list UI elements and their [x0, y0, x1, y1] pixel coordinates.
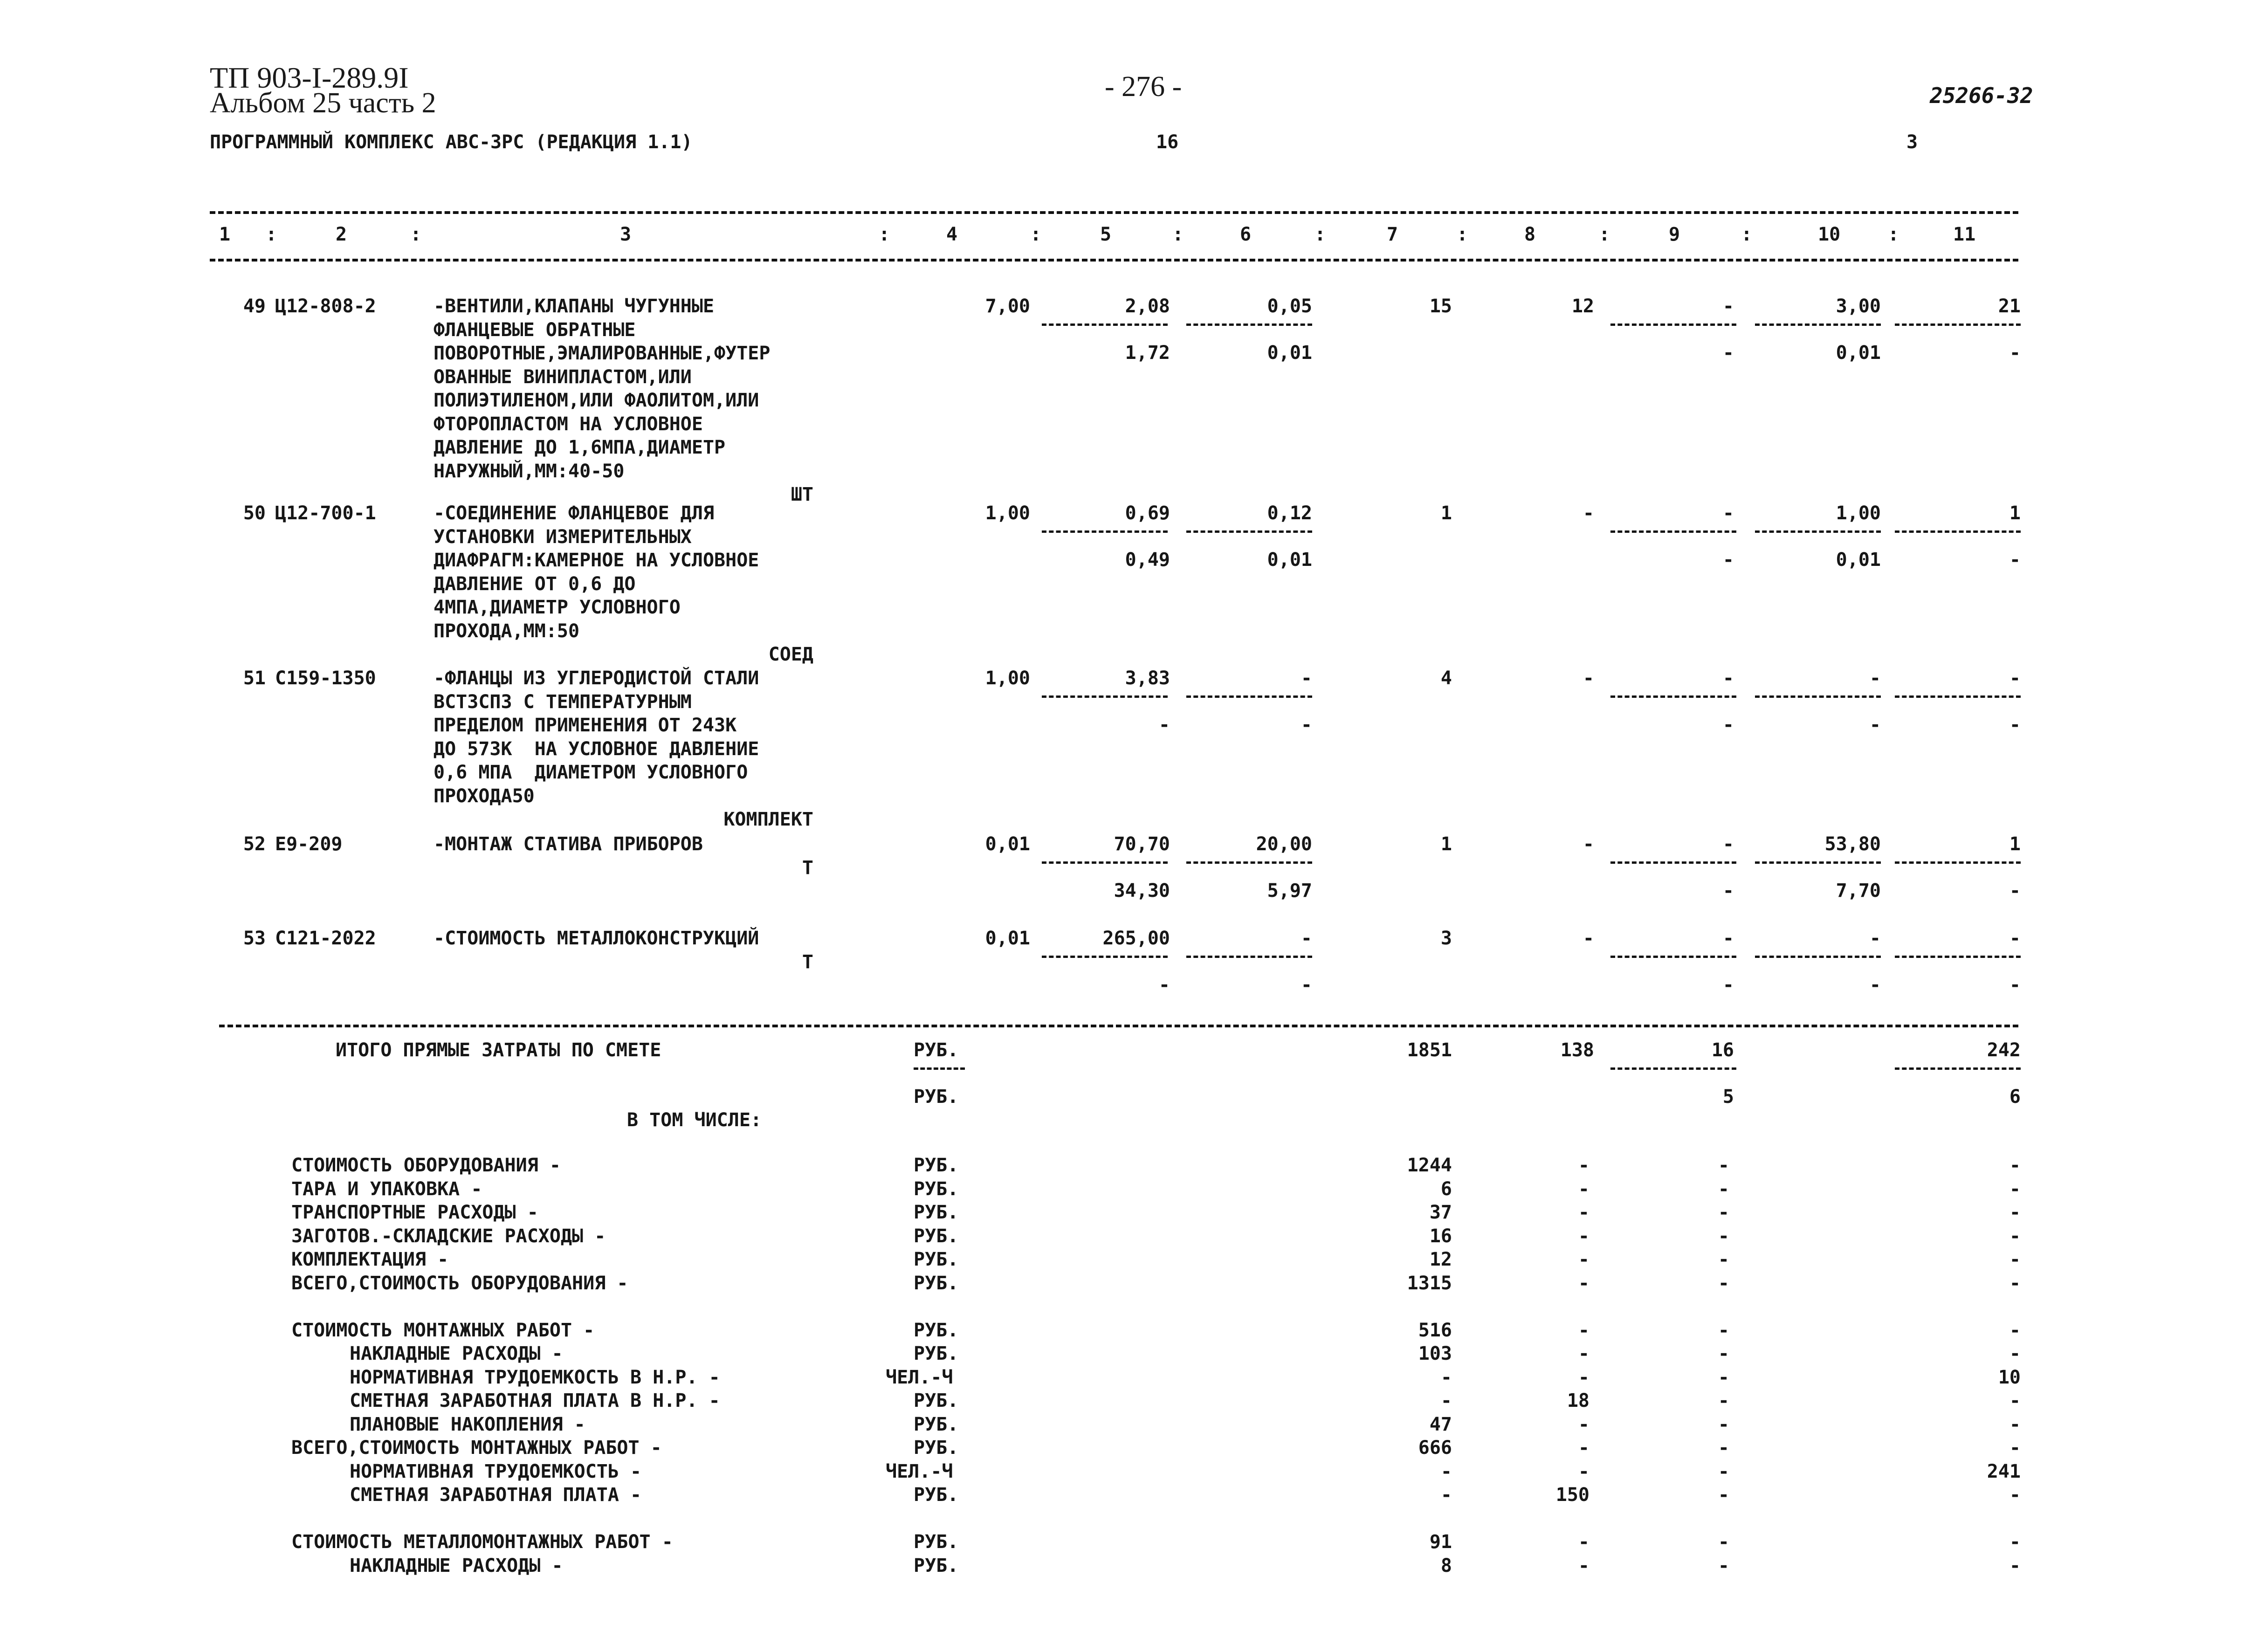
including-label: В ТОМ ЧИСЛЕ: [627, 1109, 762, 1131]
summary-col9: - [1718, 1249, 1729, 1270]
row-col11-second: - [2009, 714, 2021, 736]
summary-col11: - [2009, 1319, 2021, 1341]
totals-col7: 1851 [1407, 1039, 1452, 1061]
summary-col11: - [2009, 1531, 2021, 1553]
summary-col8: - [1578, 1437, 1590, 1459]
totals-rule [219, 1025, 2018, 1027]
row-col6: 20,00 [1256, 833, 1312, 855]
summary-col7: - [1440, 1390, 1452, 1411]
summary-label: НОРМАТИВНАЯ ТРУДОЕМКОСТЬ В Н.Р. - [350, 1366, 720, 1388]
column-header-7: 7 [1387, 224, 1398, 245]
summary-col8: - [1578, 1555, 1590, 1576]
row-col6: 0,12 [1267, 502, 1312, 524]
summary-col11: - [2009, 1413, 2021, 1435]
summary-col7: 47 [1429, 1413, 1452, 1435]
row-col5: 265,00 [1102, 928, 1170, 949]
value-divider [1755, 324, 1881, 326]
row-col8: 12 [1571, 296, 1594, 317]
document-code: ТП 903-I-289.9I [210, 61, 409, 94]
summary-col9: - [1718, 1319, 1729, 1341]
row-code: Ц12-700-1 [275, 502, 376, 524]
sheet-number-b: 3 [1906, 131, 1918, 153]
row-col8: - [1583, 833, 1594, 855]
summary-col8: - [1578, 1531, 1590, 1553]
value-divider [1186, 956, 1312, 958]
column-header-1: 1 [219, 224, 231, 245]
summary-unit: РУБ. [914, 1319, 959, 1341]
row-quantity: 1,00 [985, 502, 1030, 524]
summary-col9: - [1718, 1413, 1729, 1435]
summary-col9: - [1718, 1155, 1729, 1176]
summary-label: ТАРА И УПАКОВКА - [291, 1178, 482, 1200]
value-divider [1610, 861, 1736, 864]
summary-unit: ЧЕЛ.-Ч [886, 1460, 953, 1482]
summary-label: ВСЕГО,СТОИМОСТЬ ОБОРУДОВАНИЯ - [291, 1272, 628, 1294]
summary-col9: - [1718, 1437, 1729, 1459]
summary-col8: - [1578, 1202, 1590, 1223]
summary-col11: - [2009, 1249, 2021, 1270]
summary-unit: РУБ. [914, 1437, 959, 1459]
summary-col7: 103 [1418, 1343, 1452, 1364]
row-quantity: 7,00 [985, 296, 1030, 317]
value-divider [1755, 695, 1881, 698]
value-divider [1610, 530, 1736, 533]
totals-col9: 16 [1711, 1039, 1734, 1061]
value-divider [1186, 530, 1312, 533]
row-quantity: 1,00 [985, 668, 1030, 689]
row-col7: 1 [1440, 833, 1452, 855]
column-separator: : [1314, 224, 1326, 245]
summary-col8: - [1578, 1272, 1590, 1294]
row-col11-second: - [2009, 880, 2021, 902]
summary-col8: - [1578, 1249, 1590, 1270]
value-divider [1895, 956, 2021, 958]
summary-label: ТРАНСПОРТНЫЕ РАСХОДЫ - [291, 1202, 538, 1223]
row-number: 50 [243, 502, 266, 524]
row-col5-second: - [1158, 714, 1170, 736]
row-col8: - [1583, 668, 1594, 689]
summary-col7: - [1440, 1484, 1452, 1506]
row-col7: 1 [1440, 502, 1452, 524]
summary-col11: - [2009, 1390, 2021, 1411]
row-col8: - [1583, 928, 1594, 949]
row-code: Е9-209 [275, 833, 343, 855]
column-header-8: 8 [1524, 224, 1536, 245]
row-code: С159-1350 [275, 668, 376, 689]
row-col5: 70,70 [1114, 833, 1170, 855]
summary-col7: - [1440, 1460, 1452, 1482]
row-col10-second: 0,01 [1836, 342, 1881, 364]
row-col11-second: - [2009, 549, 2021, 571]
row-col6-second: 0,01 [1267, 342, 1312, 364]
summary-col7: 516 [1418, 1319, 1452, 1341]
row-col5: 3,83 [1125, 668, 1170, 689]
summary-label: СТОИМОСТЬ МЕТАЛЛОМОНТАЖНЫХ РАБОТ - [291, 1531, 673, 1553]
summary-col7: 37 [1429, 1202, 1452, 1223]
value-divider [1610, 1067, 1736, 1070]
summary-col11: - [2009, 1272, 2021, 1294]
summary-col8: - [1578, 1413, 1590, 1435]
column-separator: : [1457, 224, 1468, 245]
summary-col9: - [1718, 1343, 1729, 1364]
summary-unit: РУБ. [914, 1555, 959, 1576]
row-col6-second: 5,97 [1267, 880, 1312, 902]
summary-col9: - [1718, 1484, 1729, 1506]
summary-unit: ЧЕЛ.-Ч [886, 1366, 953, 1388]
summary-col8: - [1578, 1366, 1590, 1388]
summary-col7: 1315 [1407, 1272, 1452, 1294]
column-separator: : [266, 224, 277, 245]
column-header-3: 3 [620, 224, 632, 245]
row-col5: 0,69 [1125, 502, 1170, 524]
value-divider [1186, 695, 1312, 698]
summary-col8: - [1578, 1319, 1590, 1341]
summary-unit: РУБ. [914, 1155, 959, 1176]
row-col6: 0,05 [1267, 296, 1312, 317]
row-col9: - [1722, 502, 1734, 524]
value-divider [1895, 861, 2021, 864]
row-number: 49 [243, 296, 266, 317]
value-divider [1755, 530, 1881, 533]
summary-col8: 18 [1567, 1390, 1590, 1411]
row-col9-second: - [1722, 880, 1734, 902]
row-col10-second: - [1869, 974, 1881, 996]
summary-col9: - [1718, 1390, 1729, 1411]
summary-unit: РУБ. [914, 1202, 959, 1223]
row-col11: 1 [2009, 502, 2021, 524]
totals-unit: РУБ. [914, 1039, 959, 1061]
row-col10-second: 7,70 [1836, 880, 1881, 902]
row-col10: 1,00 [1836, 502, 1881, 524]
header-bottom-rule [210, 259, 2018, 262]
row-unit: СОЕД [768, 644, 813, 665]
summary-col11: - [2009, 1484, 2021, 1506]
summary-unit: РУБ. [914, 1413, 959, 1435]
column-header-6: 6 [1240, 224, 1252, 245]
summary-col9: - [1718, 1178, 1729, 1200]
sheet-number-a: 16 [1156, 131, 1179, 153]
value-divider [1042, 324, 1168, 326]
summary-unit: РУБ. [914, 1343, 959, 1364]
row-col5: 2,08 [1125, 296, 1170, 317]
summary-label: ЗАГОТОВ.-СКЛАДСКИЕ РАСХОДЫ - [291, 1225, 606, 1247]
row-col11: - [2009, 668, 2021, 689]
row-number: 51 [243, 668, 266, 689]
column-separator: : [1599, 224, 1610, 245]
row-code: Ц12-808-2 [275, 296, 376, 317]
program-title: ПРОГРАММНЫЙ КОМПЛЕКС АВС-3РС (РЕДАКЦИЯ 1.1) [210, 131, 693, 153]
value-divider [1186, 324, 1312, 326]
column-header-5: 5 [1100, 224, 1112, 245]
row-col6-second: - [1301, 974, 1312, 996]
column-separator: : [1172, 224, 1184, 245]
summary-col9: - [1718, 1202, 1729, 1223]
summary-col7: 1244 [1407, 1155, 1452, 1176]
row-quantity: 0,01 [985, 928, 1030, 949]
row-col7: 15 [1429, 296, 1452, 317]
summary-col7: 8 [1440, 1555, 1452, 1576]
summary-col8: 150 [1555, 1484, 1590, 1506]
column-header-4: 4 [946, 224, 958, 245]
value-divider [1895, 324, 2021, 326]
column-header-10: 10 [1818, 224, 1841, 245]
row-quantity: 0,01 [985, 833, 1030, 855]
row-description: -ФЛАНЦЫ ИЗ УГЛЕРОДИСТОЙ СТАЛИ ВСТ3СП3 С ТЕМПЕРАТУРНЫМ ПРЕДЕЛОМ ПРИМЕНЕНИЯ ОТ 243К ДО 573К НА УСЛОВНОЕ ДАВЛЕНИЕ 0,6 МПА ДИАМЕТРОМ УСЛОВНОГО ПРОХОДА50 [434, 668, 759, 807]
row-col10: 53,80 [1824, 833, 1881, 855]
row-col9: - [1722, 668, 1734, 689]
value-divider [1895, 530, 2021, 533]
album-label: Альбом 25 часть 2 [210, 87, 436, 119]
header-top-rule [210, 211, 2018, 214]
summary-col8: - [1578, 1343, 1590, 1364]
row-col10: - [1869, 668, 1881, 689]
summary-label: СМЕТНАЯ ЗАРАБОТНАЯ ПЛАТА - [350, 1484, 642, 1506]
summary-col7: - [1440, 1366, 1452, 1388]
value-divider [1755, 861, 1881, 864]
row-col11-second: - [2009, 974, 2021, 996]
totals-col9-second: 5 [1722, 1086, 1734, 1108]
summary-col11: 241 [1987, 1460, 2021, 1482]
totals-col11-second: 6 [2009, 1086, 2021, 1108]
row-description: -СОЕДИНЕНИЕ ФЛАНЦЕВОЕ ДЛЯ УСТАНОВКИ ИЗМЕРИТЕЛЬНЫХ ДИАФРАГМ:КАМЕРНОЕ НА УСЛОВНОЕ ДАВЛЕНИЕ ОТ 0,6 ДО 4МПА,ДИАМЕТР УСЛОВНОГО ПРОХОДА,ММ:50 [434, 502, 759, 642]
row-col6: - [1301, 928, 1312, 949]
row-col10-second: - [1869, 714, 1881, 736]
value-divider [914, 1067, 965, 1070]
row-col8: - [1583, 502, 1594, 524]
summary-label: СТОИМОСТЬ ОБОРУДОВАНИЯ - [291, 1155, 561, 1176]
totals-unit-second: РУБ. [914, 1086, 959, 1108]
summary-col7: 666 [1418, 1437, 1452, 1459]
summary-label: СТОИМОСТЬ МОНТАЖНЫХ РАБОТ - [291, 1319, 595, 1341]
value-divider [1610, 695, 1736, 698]
row-col11-second: - [2009, 342, 2021, 364]
row-col9-second: - [1722, 342, 1734, 364]
totals-col11: 242 [1987, 1039, 2021, 1061]
summary-label: НАКЛАДНЫЕ РАСХОДЫ - [350, 1555, 563, 1576]
column-header-11: 11 [1953, 224, 1976, 245]
row-unit: Т [802, 951, 813, 973]
summary-col9: - [1718, 1460, 1729, 1482]
row-col5-second: 0,49 [1125, 549, 1170, 571]
summary-label: НОРМАТИВНАЯ ТРУДОЕМКОСТЬ - [350, 1460, 642, 1482]
column-header-9: 9 [1669, 224, 1680, 245]
summary-col9: - [1718, 1555, 1729, 1576]
summary-col11: - [2009, 1178, 2021, 1200]
summary-col11: - [2009, 1155, 2021, 1176]
summary-unit: РУБ. [914, 1390, 959, 1411]
row-unit: ШТ [791, 484, 813, 505]
row-col11: 1 [2009, 833, 2021, 855]
row-unit: Т [802, 857, 813, 879]
summary-col7: 91 [1429, 1531, 1452, 1553]
value-divider [1042, 530, 1168, 533]
column-separator: : [1741, 224, 1753, 245]
column-separator: : [1030, 224, 1042, 245]
summary-label: ПЛАНОВЫЕ НАКОПЛЕНИЯ - [350, 1413, 585, 1435]
column-separator: : [410, 224, 422, 245]
row-col6-second: 0,01 [1267, 549, 1312, 571]
row-col6: - [1301, 668, 1312, 689]
row-col6-second: - [1301, 714, 1312, 736]
row-col9-second: - [1722, 714, 1734, 736]
column-separator: : [879, 224, 890, 245]
row-description: -ВЕНТИЛИ,КЛАПАНЫ ЧУГУННЫЕ ФЛАНЦЕВЫЕ ОБРАТНЫЕ ПОВОРОТНЫЕ,ЭМАЛИРОВАННЫЕ,ФУТЕР ОВАННЫЕ ВИНИПЛАСТОМ,ИЛИ ПОЛИЭТИЛЕНОМ,ИЛИ ФАОЛИТОМ,ИЛИ ФТОРОПЛАСТОМ НА УСЛОВНОЕ ДАВЛЕНИЕ ДО 1,6МПА,ДИАМЕТР НАРУЖНЫЙ,ММ:40-50 [434, 296, 771, 482]
page-number: - 276 - [1105, 71, 1182, 103]
row-col5-second: - [1158, 974, 1170, 996]
summary-unit: РУБ. [914, 1531, 959, 1553]
row-number: 52 [243, 833, 266, 855]
row-col10: - [1869, 928, 1881, 949]
summary-col8: - [1578, 1178, 1590, 1200]
row-col9: - [1722, 928, 1734, 949]
value-divider [1042, 861, 1168, 864]
row-col5-second: 1,72 [1125, 342, 1170, 364]
summary-unit: РУБ. [914, 1178, 959, 1200]
summary-col11: - [2009, 1225, 2021, 1247]
summary-col8: - [1578, 1155, 1590, 1176]
row-description: -МОНТАЖ СТАТИВА ПРИБОРОВ [434, 833, 703, 855]
summary-label: ВСЕГО,СТОИМОСТЬ МОНТАЖНЫХ РАБОТ - [291, 1437, 662, 1459]
row-col7: 3 [1440, 928, 1452, 949]
row-description: -СТОИМОСТЬ МЕТАЛЛОКОНСТРУКЦИЙ [434, 928, 759, 949]
row-col9-second: - [1722, 549, 1734, 571]
summary-col9: - [1718, 1531, 1729, 1553]
value-divider [1895, 695, 2021, 698]
summary-col7: 16 [1429, 1225, 1452, 1247]
value-divider [1755, 956, 1881, 958]
summary-label: НАКЛАДНЫЕ РАСХОДЫ - [350, 1343, 563, 1364]
summary-label: КОМПЛЕКТАЦИЯ - [291, 1249, 449, 1270]
summary-label: СМЕТНАЯ ЗАРАБОТНАЯ ПЛАТА В Н.Р. - [350, 1390, 720, 1411]
summary-unit: РУБ. [914, 1249, 959, 1270]
row-col9: - [1722, 833, 1734, 855]
summary-col11: - [2009, 1343, 2021, 1364]
summary-col9: - [1718, 1366, 1729, 1388]
row-col10-second: 0,01 [1836, 549, 1881, 571]
row-col7: 4 [1440, 668, 1452, 689]
summary-unit: РУБ. [914, 1484, 959, 1506]
summary-col7: 6 [1440, 1178, 1452, 1200]
summary-col9: - [1718, 1225, 1729, 1247]
row-code: С121-2022 [275, 928, 376, 949]
archive-stamp: 25266-32 [1930, 83, 2033, 108]
column-separator: : [1888, 224, 1899, 245]
summary-col11: - [2009, 1437, 2021, 1459]
row-col10: 3,00 [1836, 296, 1881, 317]
summary-col11: 10 [1998, 1366, 2021, 1388]
summary-col8: - [1578, 1225, 1590, 1247]
row-unit: КОМПЛЕКТ [723, 809, 813, 830]
totals-col8: 138 [1560, 1039, 1594, 1061]
summary-col7: 12 [1429, 1249, 1452, 1270]
row-col9: - [1722, 296, 1734, 317]
row-col11: 21 [1998, 296, 2021, 317]
summary-col9: - [1718, 1272, 1729, 1294]
value-divider [1042, 956, 1168, 958]
row-col11: - [2009, 928, 2021, 949]
value-divider [1610, 956, 1736, 958]
value-divider [1610, 324, 1736, 326]
summary-col11: - [2009, 1202, 2021, 1223]
row-col9-second: - [1722, 974, 1734, 996]
value-divider [1895, 1067, 2021, 1070]
row-number: 53 [243, 928, 266, 949]
summary-col8: - [1578, 1460, 1590, 1482]
column-header-2: 2 [336, 224, 347, 245]
row-col5-second: 34,30 [1114, 880, 1170, 902]
value-divider [1042, 695, 1168, 698]
summary-unit: РУБ. [914, 1225, 959, 1247]
totals-label: ИТОГО ПРЯМЫЕ ЗАТРАТЫ ПО СМЕТЕ [336, 1039, 661, 1061]
summary-col11: - [2009, 1555, 2021, 1576]
summary-unit: РУБ. [914, 1272, 959, 1294]
value-divider [1186, 861, 1312, 864]
